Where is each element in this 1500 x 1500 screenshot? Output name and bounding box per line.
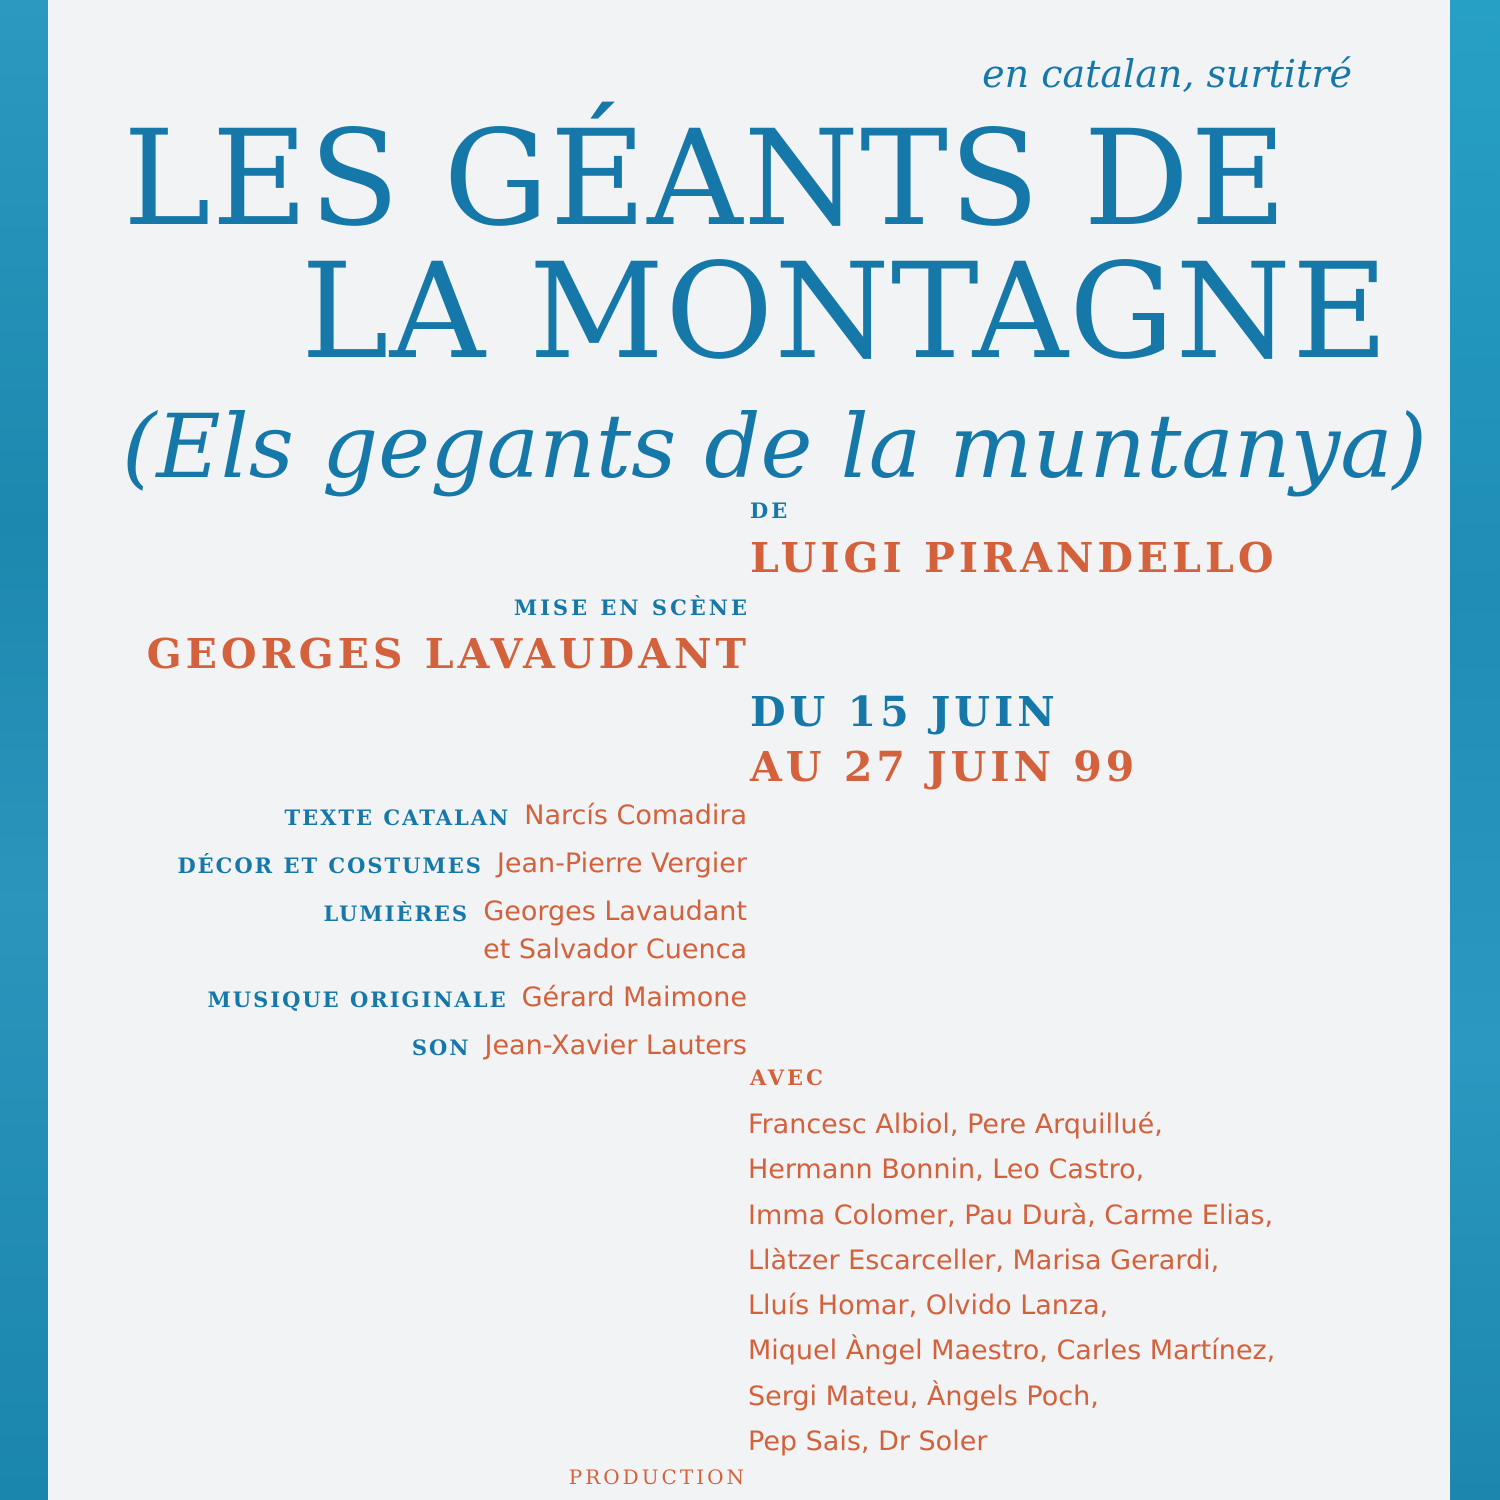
cast-list: [748, 1102, 1275, 1464]
left-blue-border: [0, 0, 48, 1500]
credit-label: LUMIÈRES: [323, 901, 470, 926]
author-name: LUIGI PIRANDELLO: [750, 534, 1278, 582]
credit-value: Gérard Maimone: [521, 982, 747, 1013]
credit-label: MUSIQUE ORIGINALE: [207, 987, 508, 1012]
credit-label: DÉCOR ET COSTUMES: [177, 853, 483, 878]
production-label: PRODUCTION: [568, 1465, 747, 1489]
dates-end: AU 27 JUIN 99: [750, 743, 1139, 791]
title-line-1: LES GÉANTS DE: [123, 102, 1288, 256]
cast-line: Francesc Albiol, Pere Arquillué,: [748, 1109, 1163, 1140]
credit-label: TEXTE CATALAN: [284, 805, 511, 830]
catalan-title: (Els gegants de la muntanya): [122, 395, 1428, 498]
title-line-2: LA MONTAGNE: [301, 235, 1390, 389]
director-label: MISE EN SCÈNE: [513, 595, 750, 620]
cast-line: Hermann Bonnin, Leo Castro,: [748, 1154, 1145, 1186]
cast-line: Sergi Mateu, Àngels Poch,: [748, 1380, 1099, 1412]
cast-line: Pep Sais, Dr Soler: [748, 1426, 988, 1458]
poster-paper: [48, 0, 1450, 1500]
credits-list: [48, 797, 747, 1075]
credit-row: [48, 845, 747, 883]
dates-start: DU 15 JUIN: [750, 688, 1059, 736]
cast-line: Llàtzer Escarceller, Marisa Gerardi,: [748, 1244, 1220, 1276]
credit-value-line: Georges Lavaudant: [483, 896, 747, 927]
cast-line: Miquel Àngel Maestro, Carles Martínez,: [748, 1335, 1276, 1367]
author-label: DE: [750, 498, 791, 523]
credit-row: [48, 1027, 747, 1065]
credit-value: Jean-Pierre Vergier: [496, 848, 747, 879]
credit-value-line: et Salvador Cuenca: [483, 934, 747, 965]
credit-row: [48, 979, 747, 1017]
credit-value: Jean-Xavier Lauters: [484, 1030, 747, 1061]
credit-label: SON: [411, 1035, 471, 1060]
credit-row: [48, 893, 747, 969]
director-name: GEORGES LAVAUDANT: [146, 630, 750, 678]
cast-line: Lluís Homar, Olvido Lanza,: [748, 1290, 1109, 1322]
language-note: en catalan, surtitré: [982, 52, 1352, 96]
credit-value: Narcís Comadira: [524, 800, 747, 831]
cast-line: Imma Colomer, Pau Durà, Carme Elias,: [748, 1199, 1274, 1231]
credit-row: [48, 797, 747, 835]
credit-value: [483, 893, 747, 969]
right-blue-border: [1450, 0, 1500, 1500]
cast-label: AVEC: [750, 1065, 826, 1090]
